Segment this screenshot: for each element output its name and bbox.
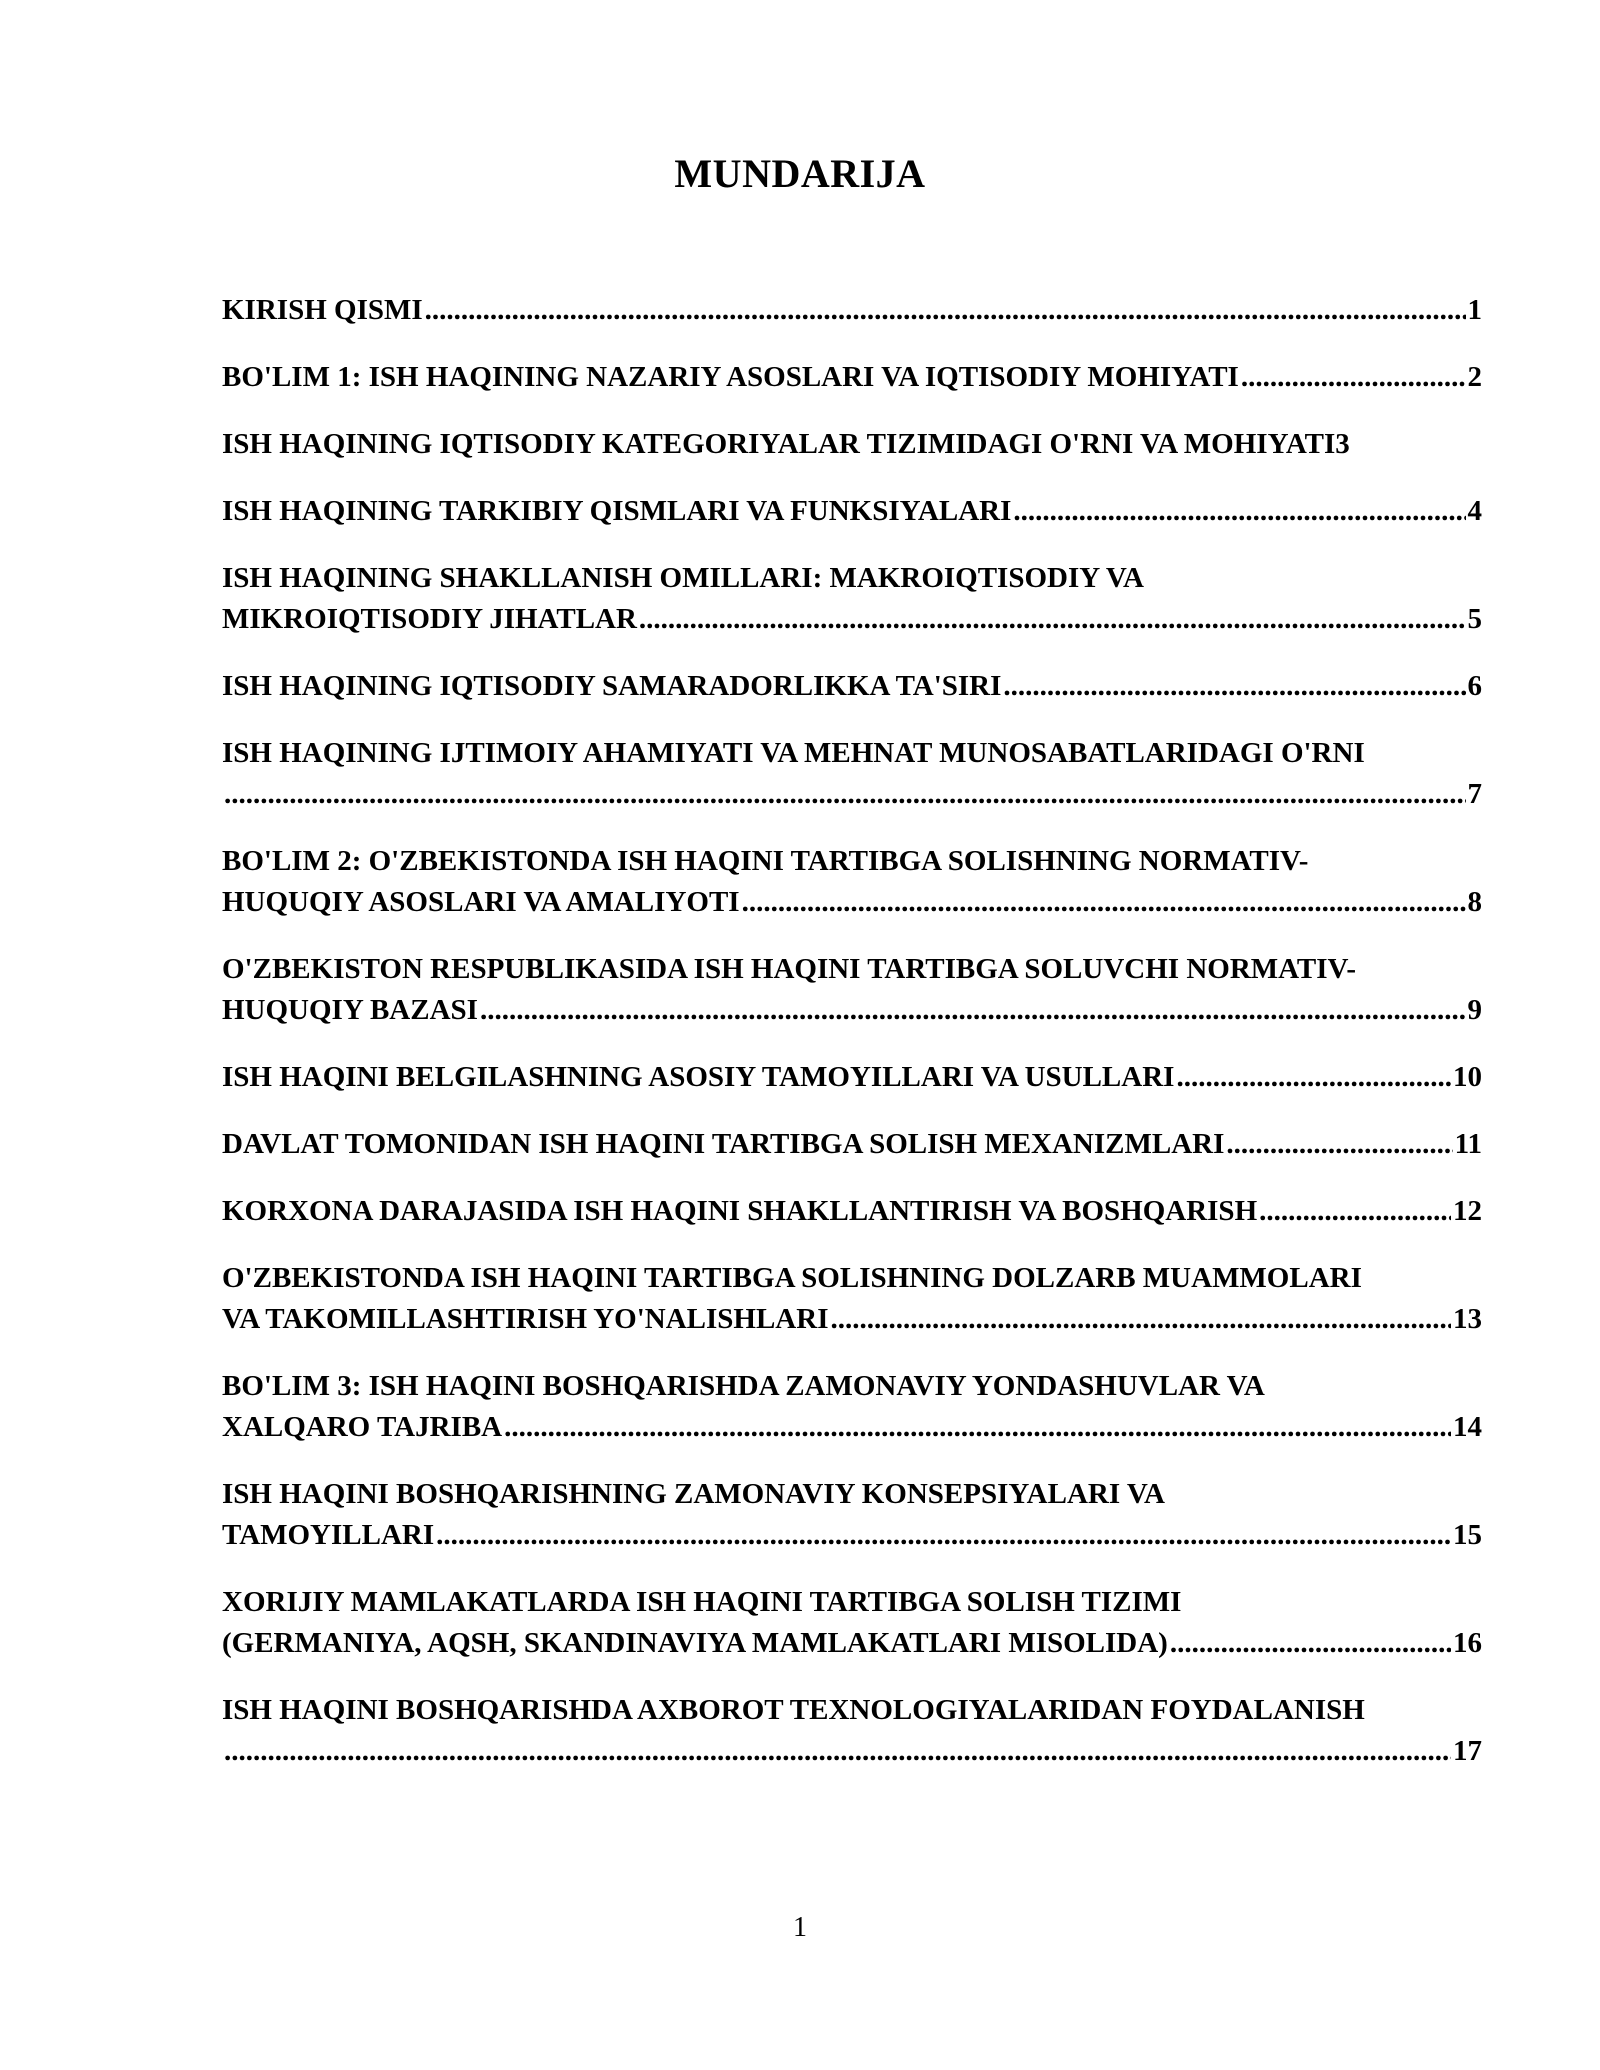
toc-entry-title-line: ISH HAQINING IJTIMOIY AHAMIYATI VA MEHNAT MUNOSABATLARIDAGI O'RNI bbox=[222, 737, 1365, 769]
toc-entry-title: KIRISH QISMI bbox=[222, 294, 423, 326]
toc-entry[interactable] bbox=[222, 1057, 1482, 1098]
toc-page-number: 12 bbox=[1453, 1195, 1482, 1227]
toc-page-number: 14 bbox=[1453, 1411, 1482, 1443]
toc-entry-title: DAVLAT TOMONIDAN ISH HAQINI TARTIBGA SOLISH MEXANIZMLARI bbox=[222, 1128, 1225, 1160]
toc-page-number: 1 bbox=[1467, 294, 1482, 326]
toc-entry[interactable] bbox=[222, 1582, 1482, 1664]
table-of-contents bbox=[222, 290, 1482, 1798]
dot-leader bbox=[224, 1731, 1451, 1772]
dot-leader bbox=[1170, 1623, 1451, 1664]
toc-entry-last-line bbox=[222, 990, 1482, 1031]
toc-entry[interactable] bbox=[222, 424, 1482, 465]
toc-entry-last-line bbox=[222, 666, 1482, 707]
toc-entry-last-line bbox=[222, 1057, 1482, 1098]
toc-entry-title: KORXONA DARAJASIDA ISH HAQINI SHAKLLANTIRISH VA BOSHQARISH bbox=[222, 1195, 1258, 1227]
toc-page-number: 17 bbox=[1453, 1735, 1482, 1767]
toc-entry-last-line bbox=[222, 1124, 1482, 1165]
toc-entry-title: ISH HAQINI BELGILASHNING ASOSIY TAMOYILLARI VA USULLARI bbox=[222, 1061, 1175, 1093]
dot-leader bbox=[224, 774, 1466, 815]
dot-leader bbox=[742, 882, 1466, 923]
dot-leader bbox=[1226, 1124, 1452, 1165]
toc-entry-title-line: ISH HAQINI BOSHQARISHNING ZAMONAVIY KONSEPSIYALARI VA bbox=[222, 1478, 1165, 1510]
toc-page-number: 13 bbox=[1453, 1303, 1482, 1335]
toc-page-number: 3 bbox=[1335, 428, 1350, 460]
toc-entry[interactable] bbox=[222, 491, 1482, 532]
toc-entry[interactable] bbox=[222, 666, 1482, 707]
toc-entry-last-line bbox=[222, 424, 1482, 465]
toc-entry-title-line: BO'LIM 2: O'ZBEKISTONDA ISH HAQINI TARTIBGA SOLISHNING NORMATIV- bbox=[222, 845, 1309, 877]
toc-entry-title: ISH HAQINING TARKIBIY QISMLARI VA FUNKSIYALARI bbox=[222, 495, 1012, 527]
toc-entry[interactable] bbox=[222, 1124, 1482, 1165]
toc-entry[interactable] bbox=[222, 558, 1482, 640]
dot-leader bbox=[639, 599, 1466, 640]
toc-entry-last-line bbox=[222, 1623, 1482, 1664]
toc-page-number: 16 bbox=[1453, 1627, 1482, 1659]
dot-leader bbox=[1176, 1057, 1451, 1098]
toc-entry-last-line bbox=[222, 599, 1482, 640]
toc-entry[interactable] bbox=[222, 357, 1482, 398]
toc-entry-title: ISH HAQINING IQTISODIY KATEGORIYALAR TIZIMIDAGI O'RNI VA MOHIYATI bbox=[222, 428, 1336, 460]
toc-entry-title: VA TAKOMILLASHTIRISH YO'NALISHLARI bbox=[222, 1303, 829, 1335]
toc-entry-title: HUQUQIY ASOSLARI VA AMALIYOTI bbox=[222, 886, 740, 918]
toc-entry-title-line: ISH HAQINING SHAKLLANISH OMILLARI: MAKROIQTISODIY VA bbox=[222, 562, 1144, 594]
toc-page-number: 9 bbox=[1467, 994, 1482, 1026]
toc-entry-title: (GERMANIYA, AQSH, SKANDINAVIYA MAMLAKATLARI MISOLIDA) bbox=[222, 1627, 1168, 1659]
toc-page-number: 2 bbox=[1467, 361, 1482, 393]
toc-entry-last-line bbox=[222, 1515, 1482, 1556]
toc-entry-title-line: ISH HAQINI BOSHQARISHDA AXBOROT TEXNOLOGIYALARIDAN FOYDALANISH bbox=[222, 1694, 1365, 1726]
toc-entry[interactable] bbox=[222, 1366, 1482, 1448]
toc-entry-last-line bbox=[222, 1407, 1482, 1448]
toc-entry-title: MIKROIQTISODIY JIHATLAR bbox=[222, 603, 637, 635]
page-title: MUNDARIJA bbox=[674, 151, 926, 196]
toc-entry-last-line bbox=[222, 1731, 1482, 1772]
dot-leader bbox=[425, 290, 1466, 331]
toc-entry[interactable] bbox=[222, 841, 1482, 923]
toc-page-number: 11 bbox=[1454, 1128, 1482, 1160]
toc-entry[interactable] bbox=[222, 1258, 1482, 1340]
toc-entry[interactable] bbox=[222, 733, 1482, 815]
toc-entry-title-line: BO'LIM 3: ISH HAQINI BOSHQARISHDA ZAMONAVIY YONDASHUVLAR VA bbox=[222, 1370, 1265, 1402]
toc-entry-last-line bbox=[222, 357, 1482, 398]
dot-leader bbox=[436, 1515, 1451, 1556]
toc-entry-title: ISH HAQINING IQTISODIY SAMARADORLIKKA TA'SIRI bbox=[222, 670, 1002, 702]
toc-entry-title: HUQUQIY BAZASI bbox=[222, 994, 478, 1026]
toc-entry[interactable] bbox=[222, 1474, 1482, 1556]
toc-page-number: 5 bbox=[1467, 603, 1482, 635]
toc-entry-title: XALQARO TAJRIBA bbox=[222, 1411, 503, 1443]
toc-page-number: 8 bbox=[1467, 886, 1482, 918]
toc-entry-last-line bbox=[222, 774, 1482, 815]
dot-leader bbox=[480, 990, 1466, 1031]
toc-page-number: 10 bbox=[1453, 1061, 1482, 1093]
toc-entry[interactable] bbox=[222, 1690, 1482, 1772]
toc-entry-title: BO'LIM 1: ISH HAQINING NAZARIY ASOSLARI VA IQTISODIY MOHIYATI bbox=[222, 361, 1239, 393]
toc-page-number: 7 bbox=[1467, 778, 1482, 810]
dot-leader bbox=[504, 1407, 1451, 1448]
dot-leader bbox=[1003, 666, 1465, 707]
toc-entry-last-line bbox=[222, 290, 1482, 331]
toc-entry-last-line bbox=[222, 1299, 1482, 1340]
dot-leader bbox=[1013, 491, 1465, 532]
toc-entry-last-line bbox=[222, 491, 1482, 532]
toc-entry-title: TAMOYILLARI bbox=[222, 1519, 435, 1551]
toc-entry-last-line bbox=[222, 882, 1482, 923]
toc-page-number: 6 bbox=[1467, 670, 1482, 702]
toc-entry[interactable] bbox=[222, 1191, 1482, 1232]
toc-entry-title-line: O'ZBEKISTONDA ISH HAQINI TARTIBGA SOLISHNING DOLZARB MUAMMOLARI bbox=[222, 1262, 1362, 1294]
footer-page-number: 1 bbox=[793, 1912, 807, 1943]
toc-entry-title-line: XORIJIY MAMLAKATLARDA ISH HAQINI TARTIBGA SOLISH TIZIMI bbox=[222, 1586, 1182, 1618]
toc-page-number: 4 bbox=[1467, 495, 1482, 527]
toc-page-number: 15 bbox=[1453, 1519, 1482, 1551]
dot-leader bbox=[1241, 357, 1466, 398]
toc-entry[interactable] bbox=[222, 290, 1482, 331]
dot-leader bbox=[830, 1299, 1451, 1340]
dot-leader bbox=[1259, 1191, 1451, 1232]
toc-entry-last-line bbox=[222, 1191, 1482, 1232]
toc-entry-title-line: O'ZBEKISTON RESPUBLIKASIDA ISH HAQINI TARTIBGA SOLUVCHI NORMATIV- bbox=[222, 953, 1357, 985]
toc-entry[interactable] bbox=[222, 949, 1482, 1031]
